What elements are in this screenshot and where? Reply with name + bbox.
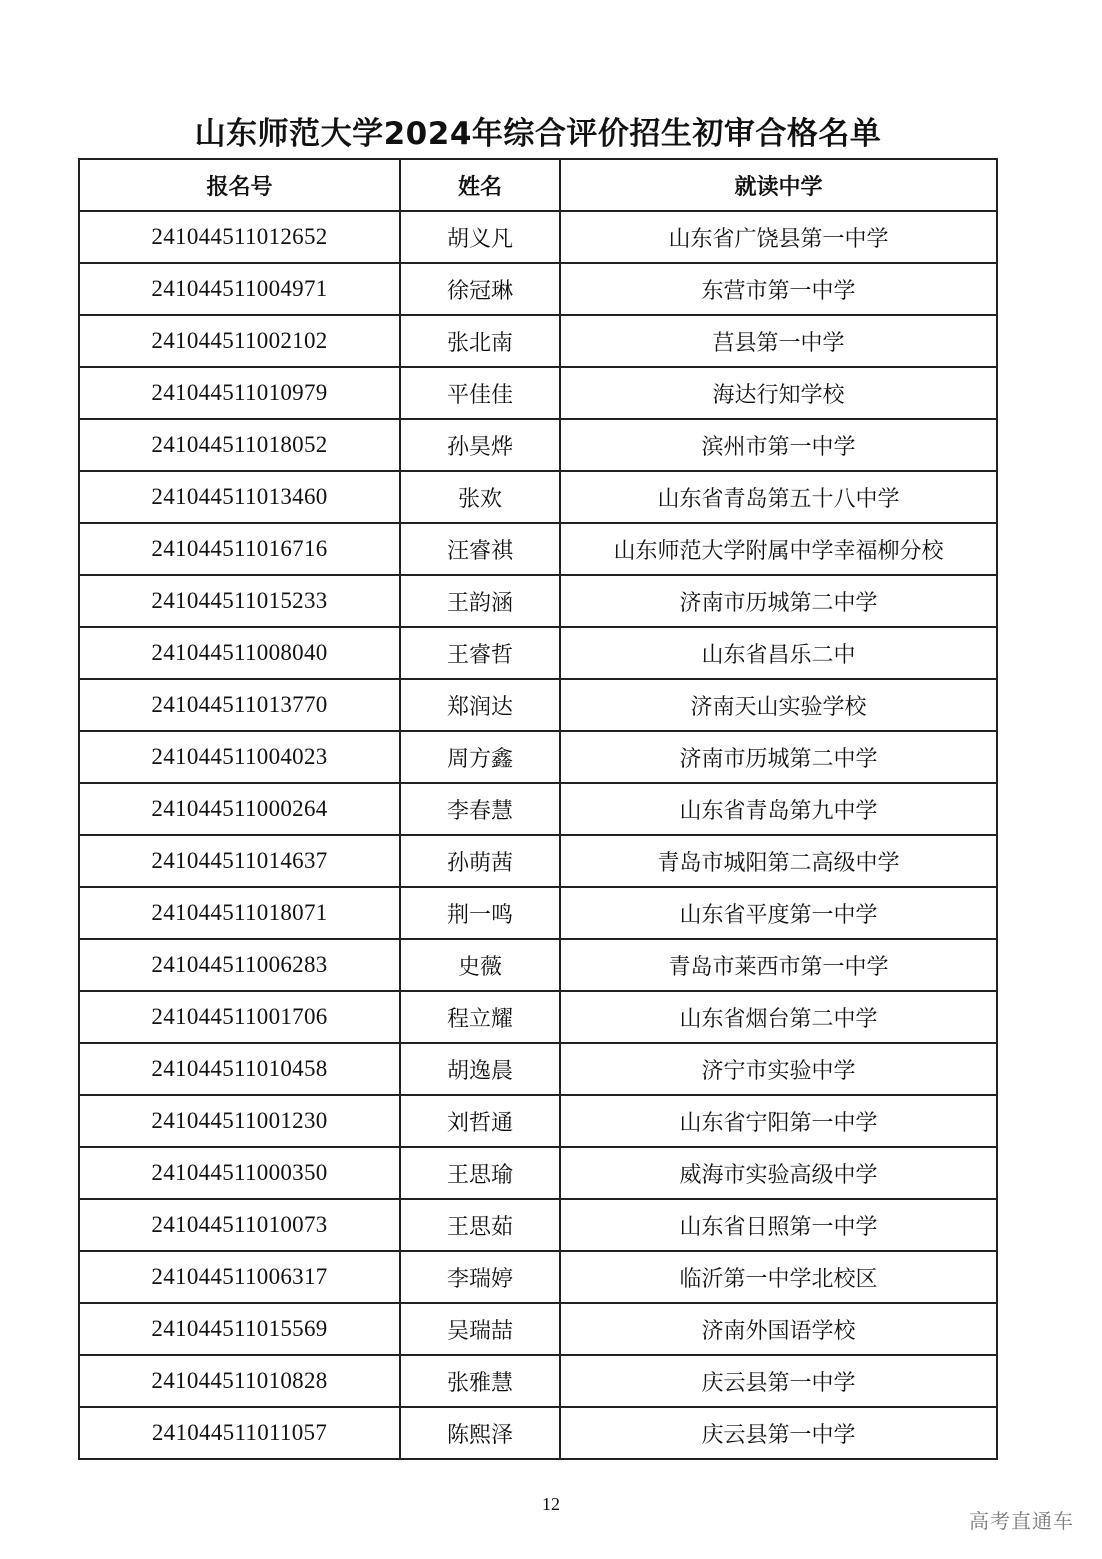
registration-number-cell: 241044511018052 [79, 419, 400, 471]
registration-number-cell: 241044511000264 [79, 783, 400, 835]
student-name-cell: 吴瑞喆 [400, 1303, 560, 1355]
table-row [79, 1147, 997, 1199]
table-row [79, 523, 997, 575]
registration-number-cell: 241044511006317 [79, 1251, 400, 1303]
registration-number-cell: 241044511016716 [79, 523, 400, 575]
school-cell: 青岛市城阳第二高级中学 [560, 835, 997, 887]
school-cell: 东营市第一中学 [560, 263, 997, 315]
table-header [79, 159, 997, 211]
student-name-cell: 王思瑜 [400, 1147, 560, 1199]
registration-number-cell: 241044511000350 [79, 1147, 400, 1199]
table-row [79, 731, 997, 783]
page-number: 12 [542, 1494, 560, 1514]
registration-number-cell: 241044511012652 [79, 211, 400, 263]
student-name-cell: 张欢 [400, 471, 560, 523]
table-row [79, 263, 997, 315]
school-cell: 庆云县第一中学 [560, 1355, 997, 1407]
table-row [79, 1303, 997, 1355]
header-name: 姓名 [400, 159, 560, 211]
registration-number-cell: 241044511001706 [79, 991, 400, 1043]
school-cell: 山东省青岛第九中学 [560, 783, 997, 835]
registration-number-cell: 241044511004023 [79, 731, 400, 783]
school-cell: 济南市历城第二中学 [560, 731, 997, 783]
registration-number-cell: 241044511002102 [79, 315, 400, 367]
school-cell: 山东省平度第一中学 [560, 887, 997, 939]
registration-number-cell: 241044511018071 [79, 887, 400, 939]
school-cell: 济南市历城第二中学 [560, 575, 997, 627]
school-cell: 济宁市实验中学 [560, 1043, 997, 1095]
table-row [79, 575, 997, 627]
student-name-cell: 张北南 [400, 315, 560, 367]
school-cell: 海达行知学校 [560, 367, 997, 419]
school-cell: 莒县第一中学 [560, 315, 997, 367]
student-name-cell: 陈熙泽 [400, 1407, 560, 1459]
registration-number-cell: 241044511013770 [79, 679, 400, 731]
table-row [79, 367, 997, 419]
table-row [79, 1251, 997, 1303]
table-row [79, 1407, 997, 1459]
student-name-cell: 王韵涵 [400, 575, 560, 627]
table-row [79, 1095, 997, 1147]
student-name-cell: 周方鑫 [400, 731, 560, 783]
school-cell: 临沂第一中学北校区 [560, 1251, 997, 1303]
table-row [79, 315, 997, 367]
school-cell: 济南天山实验学校 [560, 679, 997, 731]
school-cell: 山东省昌乐二中 [560, 627, 997, 679]
document-title: 山东师范大学2024年综合评价招生初审合格名单 [194, 116, 882, 152]
school-cell: 济南外国语学校 [560, 1303, 997, 1355]
registration-number-cell: 241044511014637 [79, 835, 400, 887]
registration-number-cell: 241044511015569 [79, 1303, 400, 1355]
student-name-cell: 郑润达 [400, 679, 560, 731]
registration-number-cell: 241044511013460 [79, 471, 400, 523]
student-name-cell: 胡逸晨 [400, 1043, 560, 1095]
registration-number-cell: 241044511001230 [79, 1095, 400, 1147]
registration-number-cell: 241044511006283 [79, 939, 400, 991]
header-registration-number: 报名号 [79, 159, 400, 211]
table-row [79, 627, 997, 679]
student-name-cell: 荆一鸣 [400, 887, 560, 939]
table-row [79, 1043, 997, 1095]
table-row [79, 211, 997, 263]
student-name-cell: 平佳佳 [400, 367, 560, 419]
table-row [79, 679, 997, 731]
school-cell: 滨州市第一中学 [560, 419, 997, 471]
table-row [79, 835, 997, 887]
school-cell: 山东省宁阳第一中学 [560, 1095, 997, 1147]
school-cell: 青岛市莱西市第一中学 [560, 939, 997, 991]
registration-number-cell: 241044511010828 [79, 1355, 400, 1407]
student-name-cell: 汪睿祺 [400, 523, 560, 575]
registration-number-cell: 241044511008040 [79, 627, 400, 679]
registration-number-cell: 241044511015233 [79, 575, 400, 627]
school-cell: 山东省日照第一中学 [560, 1199, 997, 1251]
table-row [79, 471, 997, 523]
table-body [79, 211, 997, 1459]
student-name-cell: 史薇 [400, 939, 560, 991]
school-cell: 威海市实验高级中学 [560, 1147, 997, 1199]
student-name-cell: 王睿哲 [400, 627, 560, 679]
student-name-cell: 李春慧 [400, 783, 560, 835]
table-row [79, 991, 997, 1043]
table-row [79, 939, 997, 991]
watermark: 高考直通车 [969, 1509, 1074, 1533]
student-name-cell: 程立耀 [400, 991, 560, 1043]
student-name-cell: 刘哲通 [400, 1095, 560, 1147]
registration-number-cell: 241044511004971 [79, 263, 400, 315]
student-name-cell: 徐冠琳 [400, 263, 560, 315]
table-row [79, 1355, 997, 1407]
header-school: 就读中学 [560, 159, 997, 211]
student-name-cell: 李瑞婷 [400, 1251, 560, 1303]
student-name-cell: 孙昊烨 [400, 419, 560, 471]
table-row [79, 783, 997, 835]
student-name-cell: 王思茹 [400, 1199, 560, 1251]
header-row [79, 159, 997, 211]
school-cell: 山东省青岛第五十八中学 [560, 471, 997, 523]
school-cell: 山东省广饶县第一中学 [560, 211, 997, 263]
table-row [79, 887, 997, 939]
student-name-cell: 张雅慧 [400, 1355, 560, 1407]
table-row [79, 419, 997, 471]
table-row [79, 1199, 997, 1251]
admission-list-table [78, 158, 998, 1460]
registration-number-cell: 241044511010979 [79, 367, 400, 419]
student-name-cell: 孙萌茜 [400, 835, 560, 887]
school-cell: 山东省烟台第二中学 [560, 991, 997, 1043]
student-name-cell: 胡义凡 [400, 211, 560, 263]
school-cell: 山东师范大学附属中学幸福柳分校 [560, 523, 997, 575]
registration-number-cell: 241044511011057 [79, 1407, 400, 1459]
registration-number-cell: 241044511010073 [79, 1199, 400, 1251]
school-cell: 庆云县第一中学 [560, 1407, 997, 1459]
registration-number-cell: 241044511010458 [79, 1043, 400, 1095]
